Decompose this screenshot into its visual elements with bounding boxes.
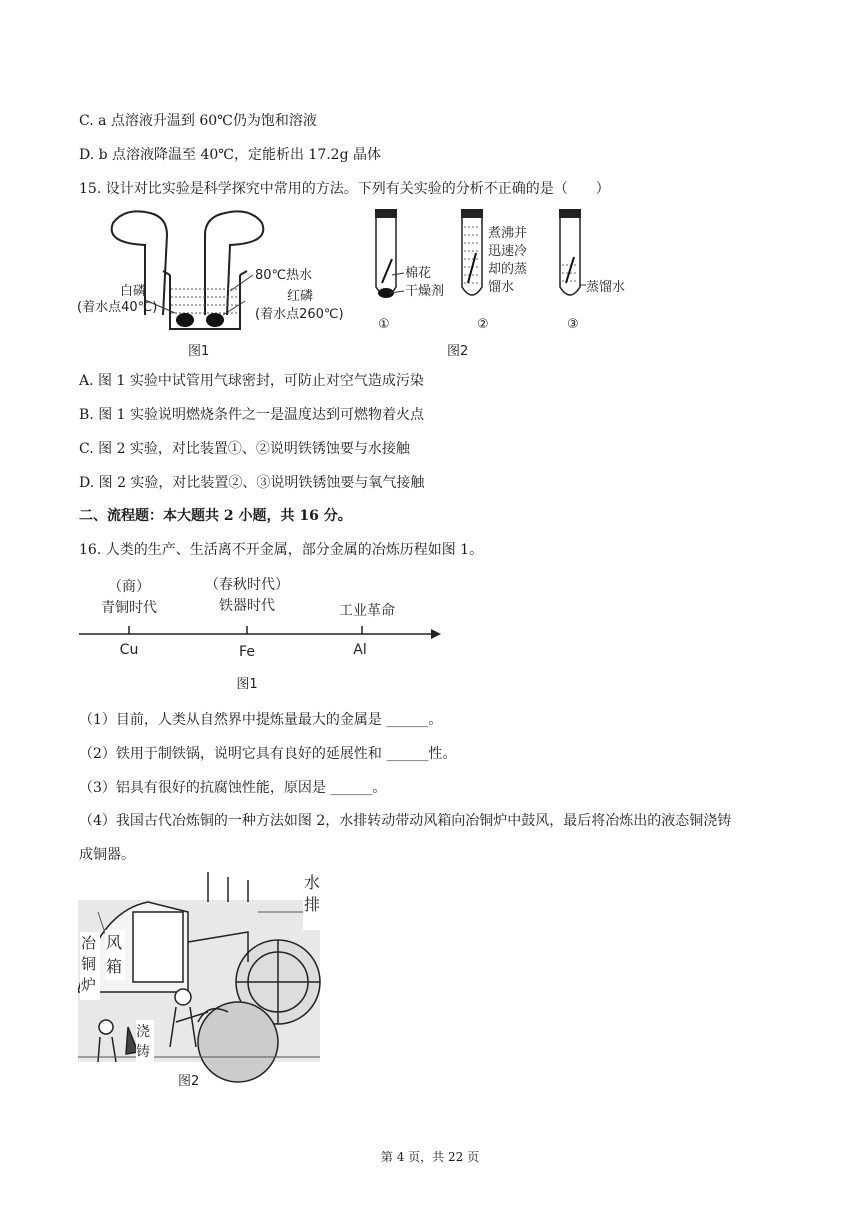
- svg-text:③: ③: [567, 317, 579, 332]
- section-heading: 二、流程题：本大题共 2 小题，共 16 分。: [79, 508, 352, 524]
- svg-text:①: ①: [378, 317, 390, 332]
- svg-text:水: 水: [304, 873, 321, 892]
- svg-text:蒸馏水: 蒸馏水: [586, 280, 626, 295]
- svg-text:浇: 浇: [136, 1024, 150, 1040]
- option-c: C. 图 2 实验，对比装置①、②说明铁锈蚀要与水接触: [79, 441, 410, 457]
- q15-figure-2: [370, 205, 640, 360]
- question-16: 16. 人类的生产、生活离不开金属，部分金属的冶炼历程如图 1。: [79, 542, 484, 558]
- svg-text:Fe: Fe: [239, 644, 255, 660]
- red-phosphorus-label: 红磷: [287, 289, 314, 304]
- white-phosphorus-ignition: (着水点40℃): [77, 300, 158, 315]
- svg-text:煮沸并: 煮沸并: [488, 226, 528, 241]
- svg-text:却的蒸: 却的蒸: [488, 262, 528, 277]
- figure-caption: 图2: [447, 344, 469, 359]
- option-d: D. b 点溶液降温至 40℃，定能析出 17.2g 晶体: [79, 147, 381, 163]
- q16-figure-1-timeline: [75, 570, 455, 695]
- svg-text:（商）: （商）: [108, 579, 150, 595]
- option-d: D. 图 2 实验，对比装置②、③说明铁锈蚀要与氧气接触: [79, 475, 425, 491]
- svg-text:风: 风: [106, 933, 123, 952]
- svg-text:（春秋时代）: （春秋时代）: [205, 577, 289, 593]
- svg-text:青铜时代: 青铜时代: [101, 600, 157, 616]
- svg-text:迅速冷: 迅速冷: [488, 244, 528, 259]
- option-c: C. a 点溶液升温到 60℃仍为饱和溶液: [79, 113, 317, 129]
- svg-text:排: 排: [304, 895, 321, 914]
- question-16-4-cont: 成铜器。: [79, 847, 135, 863]
- svg-text:Cu: Cu: [119, 642, 139, 658]
- q16-figure-2-illustration: [78, 872, 328, 1097]
- q15-figure-1: [75, 205, 365, 360]
- svg-text:冶: 冶: [81, 934, 97, 952]
- question-16-1: （1）目前，人类从自然界中提炼量最大的金属是 ______。: [79, 712, 443, 728]
- svg-text:干燥剂: 干燥剂: [405, 284, 445, 299]
- question-16-2: （2）铁用于制铁锅，说明它具有良好的延展性和 ______性。: [79, 746, 457, 762]
- svg-text:铜: 铜: [81, 955, 97, 973]
- white-phosphorus-label: 白磷: [120, 284, 147, 299]
- svg-text:Al: Al: [353, 642, 367, 658]
- svg-text:馏水: 馏水: [488, 280, 515, 295]
- red-phosphorus-ignition: (着水点260℃): [255, 307, 344, 322]
- option-b: B. 图 1 实验说明燃烧条件之一是温度达到可燃物着火点: [79, 407, 424, 423]
- svg-text:棉花: 棉花: [405, 266, 432, 281]
- svg-text:箱: 箱: [106, 957, 123, 976]
- question-15: 15. 设计对比实验是科学探究中常用的方法。下列有关实验的分析不正确的是（ ）: [79, 181, 610, 197]
- question-16-4: （4）我国古代冶炼铜的一种方法如图 2，水排转动带动风箱向冶铜炉中鼓风，最后将冶炼出的液态铜浇铸: [79, 813, 732, 829]
- svg-text:工业革命: 工业革命: [339, 603, 395, 619]
- question-16-3: （3）铝具有很好的抗腐蚀性能，原因是 ______。: [79, 780, 387, 796]
- figure-caption: 图2: [178, 1074, 200, 1089]
- figure-caption: 图1: [236, 677, 258, 692]
- hot-water-label: 80℃热水: [255, 268, 313, 283]
- svg-text:炉: 炉: [81, 976, 97, 994]
- svg-text:铸: 铸: [136, 1044, 150, 1060]
- svg-text:②: ②: [477, 317, 489, 332]
- option-a: A. 图 1 实验中试管用气球密封，可防止对空气造成污染: [79, 373, 424, 389]
- figure-caption: 图1: [188, 344, 210, 359]
- page-footer: 第 4 页，共 22 页: [380, 1150, 480, 1164]
- svg-text:铁器时代: 铁器时代: [219, 598, 275, 614]
